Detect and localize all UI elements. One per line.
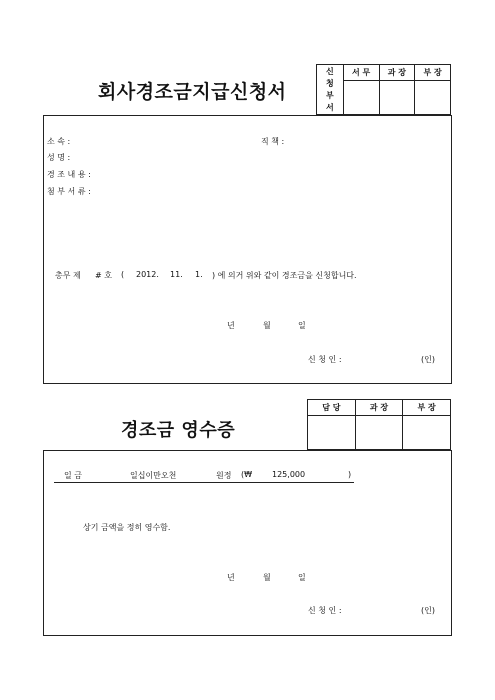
field-name-label: 성 명 : [47,153,71,162]
dept-label-char: 신 [326,66,334,76]
date-day-label: 일 [298,573,306,582]
date-year-label: 년 [227,573,235,582]
statement-number: # 호 [95,271,112,280]
statement-paren-open: ( [121,270,125,279]
signature-cell-manager[interactable] [355,416,403,450]
signature-cell-director[interactable] [415,81,451,115]
applicant-seal: (인) [421,355,435,364]
approval-header-director: 부 장 [415,65,451,81]
form1-approval-table [316,64,451,115]
amount-won: 원정 [216,471,232,480]
dept-label-cell [317,65,344,115]
dept-label-char: 부 [326,90,334,100]
field-content-label: 경 조 내 용 : [47,170,91,179]
approval-header-manager: 과 장 [379,65,415,81]
signature-cell-director[interactable] [403,416,451,450]
signature-cell-staff[interactable] [308,416,356,450]
receipt-text: 상기 금액을 정히 영수함. [83,523,171,532]
approval-header-manager: 과 장 [355,400,403,416]
form1-body [43,115,452,384]
form2-approval-table [307,399,451,450]
dept-label-char: 청 [326,78,334,88]
field-attachments-label: 첨 부 서 류 : [47,187,91,196]
applicant-label: 신 청 인 : [308,355,342,364]
applicant-label: 신 청 인 : [308,606,342,615]
signature-cell-manager[interactable] [379,81,415,115]
signature-cell-clerk[interactable] [343,81,379,115]
applicant-seal: (인) [421,606,435,615]
date-year-label: 년 [227,321,235,330]
approval-header-director: 부 장 [403,400,451,416]
statement-prefix: 총무 제 [55,271,81,280]
amount-number: 125,000 [272,470,306,479]
approval-header-clerk: 서 무 [343,65,379,81]
amount-currency-open: (₩ [241,470,253,479]
amount-close: ) [348,470,352,479]
amount-korean: 일십이만오천 [130,471,177,480]
date-month-label: 월 [263,573,271,582]
approval-header-staff: 담 당 [308,400,356,416]
statement-suffix: ) 에 의거 위와 같이 경조금을 신청합니다. [212,271,357,280]
field-affiliation-label: 소 속 : [47,137,71,146]
form2-title: 경조금 영수증 [121,420,236,441]
form1-title: 회사경조금지급신청서 [98,81,287,103]
date-month-label: 월 [263,321,271,330]
date-day-label: 일 [298,321,306,330]
field-position-label: 직 책 : [261,137,285,146]
statement-month: 11. [170,270,183,279]
amount-underline [54,482,354,483]
statement-day: 1. [195,270,203,279]
statement-year: 2012. [136,270,159,279]
dept-label-char: 서 [326,102,334,112]
amount-label: 일 금 [64,471,82,480]
